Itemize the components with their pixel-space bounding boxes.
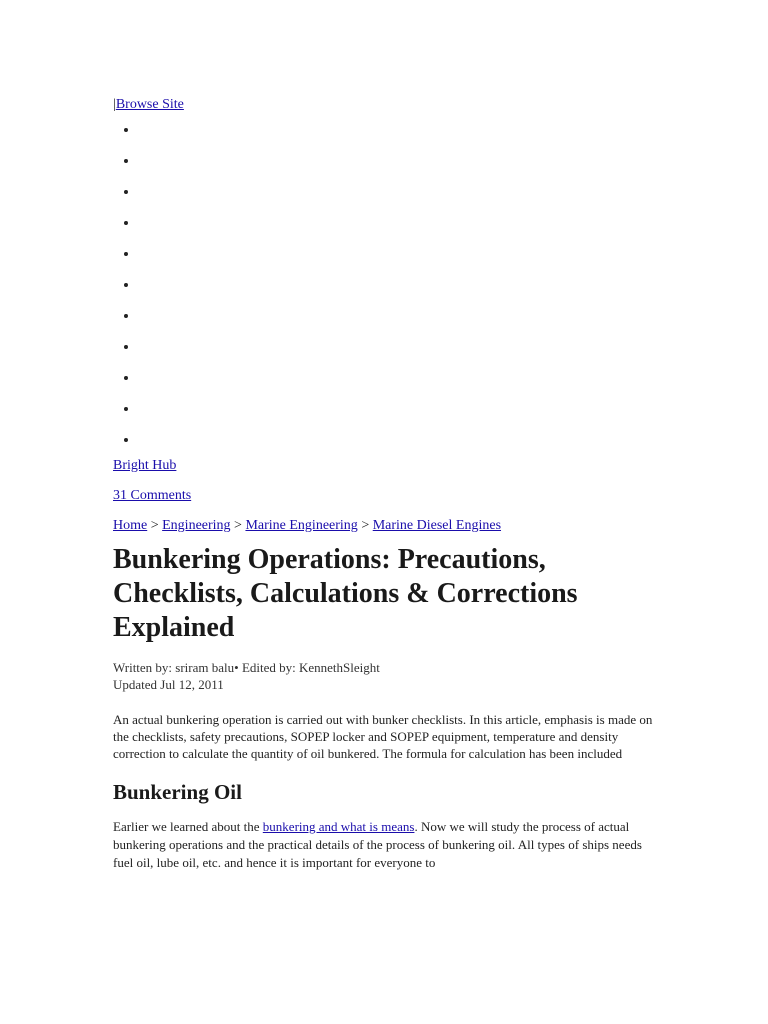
article-title: Bunkering Operations: Precautions, Checklists, Calculations & Corrections Explained xyxy=(113,544,578,643)
section-heading: Bunkering Oil xyxy=(113,780,242,804)
article-summary: An actual bunkering operation is carried out with bunker checklists. In this article, emphasis is made on the checklists, safety precautions, SOPEP locker and SOPEP equipment, temperature and density correction to calculate the quantity of oil bunkered. The formula for calculation has been included xyxy=(113,712,653,761)
comments-link[interactable]: 31 Comments xyxy=(113,488,192,503)
browse-row xyxy=(113,96,653,114)
breadcrumb-marine-engineering[interactable]: Marine Engineering xyxy=(245,518,358,533)
byline-bullet: • xyxy=(234,660,239,675)
article-paragraph xyxy=(113,818,653,872)
breadcrumb-home[interactable]: Home xyxy=(113,518,148,533)
menu-item[interactable] xyxy=(139,145,653,176)
menu-item[interactable] xyxy=(139,424,653,455)
breadcrumb-separator: > xyxy=(150,518,159,533)
written-by-label: Written by: xyxy=(113,660,173,675)
comments-row xyxy=(113,487,653,517)
nav-separator: | xyxy=(113,97,116,112)
menu-item[interactable] xyxy=(139,207,653,238)
menu-item[interactable] xyxy=(139,114,653,145)
author-name: sriram balu xyxy=(175,660,235,675)
edited-by-label: Edited by: xyxy=(241,660,296,675)
page-content xyxy=(113,96,653,885)
site-menu-list xyxy=(113,114,653,455)
bright-hub-link[interactable]: Bright Hub xyxy=(113,458,177,473)
menu-item[interactable] xyxy=(139,176,653,207)
updated-date: Updated Jul 12, 2011 xyxy=(113,677,224,692)
breadcrumb-marine-diesel-engines[interactable]: Marine Diesel Engines xyxy=(372,518,502,533)
menu-item[interactable] xyxy=(139,331,653,362)
breadcrumb xyxy=(113,517,653,543)
paragraph-text-end: . Now we will study the process of actual bunkering operations and the practical details of the process of bunkering oil. All types of ships needs fuel oil, lube oil, etc. and hence it is important for everyone to xyxy=(113,819,642,870)
breadcrumb-engineering[interactable]: Engineering xyxy=(162,518,231,533)
menu-item[interactable] xyxy=(139,238,653,269)
breadcrumb-separator: > xyxy=(361,518,370,533)
browse-site-link[interactable]: Browse Site xyxy=(115,97,184,112)
menu-item[interactable] xyxy=(139,269,653,300)
editor-name: KennethSleight xyxy=(299,660,380,675)
menu-item[interactable] xyxy=(139,362,653,393)
byline xyxy=(113,659,653,676)
breadcrumb-separator: > xyxy=(234,518,242,533)
article-meta xyxy=(113,659,653,693)
menu-item[interactable] xyxy=(139,393,653,424)
paragraph-text-start: Earlier we learned about the xyxy=(113,819,263,834)
brand-row xyxy=(113,457,653,487)
bunkering-article-link[interactable]: bunkering and what is means xyxy=(262,819,415,834)
menu-item[interactable] xyxy=(139,300,653,331)
